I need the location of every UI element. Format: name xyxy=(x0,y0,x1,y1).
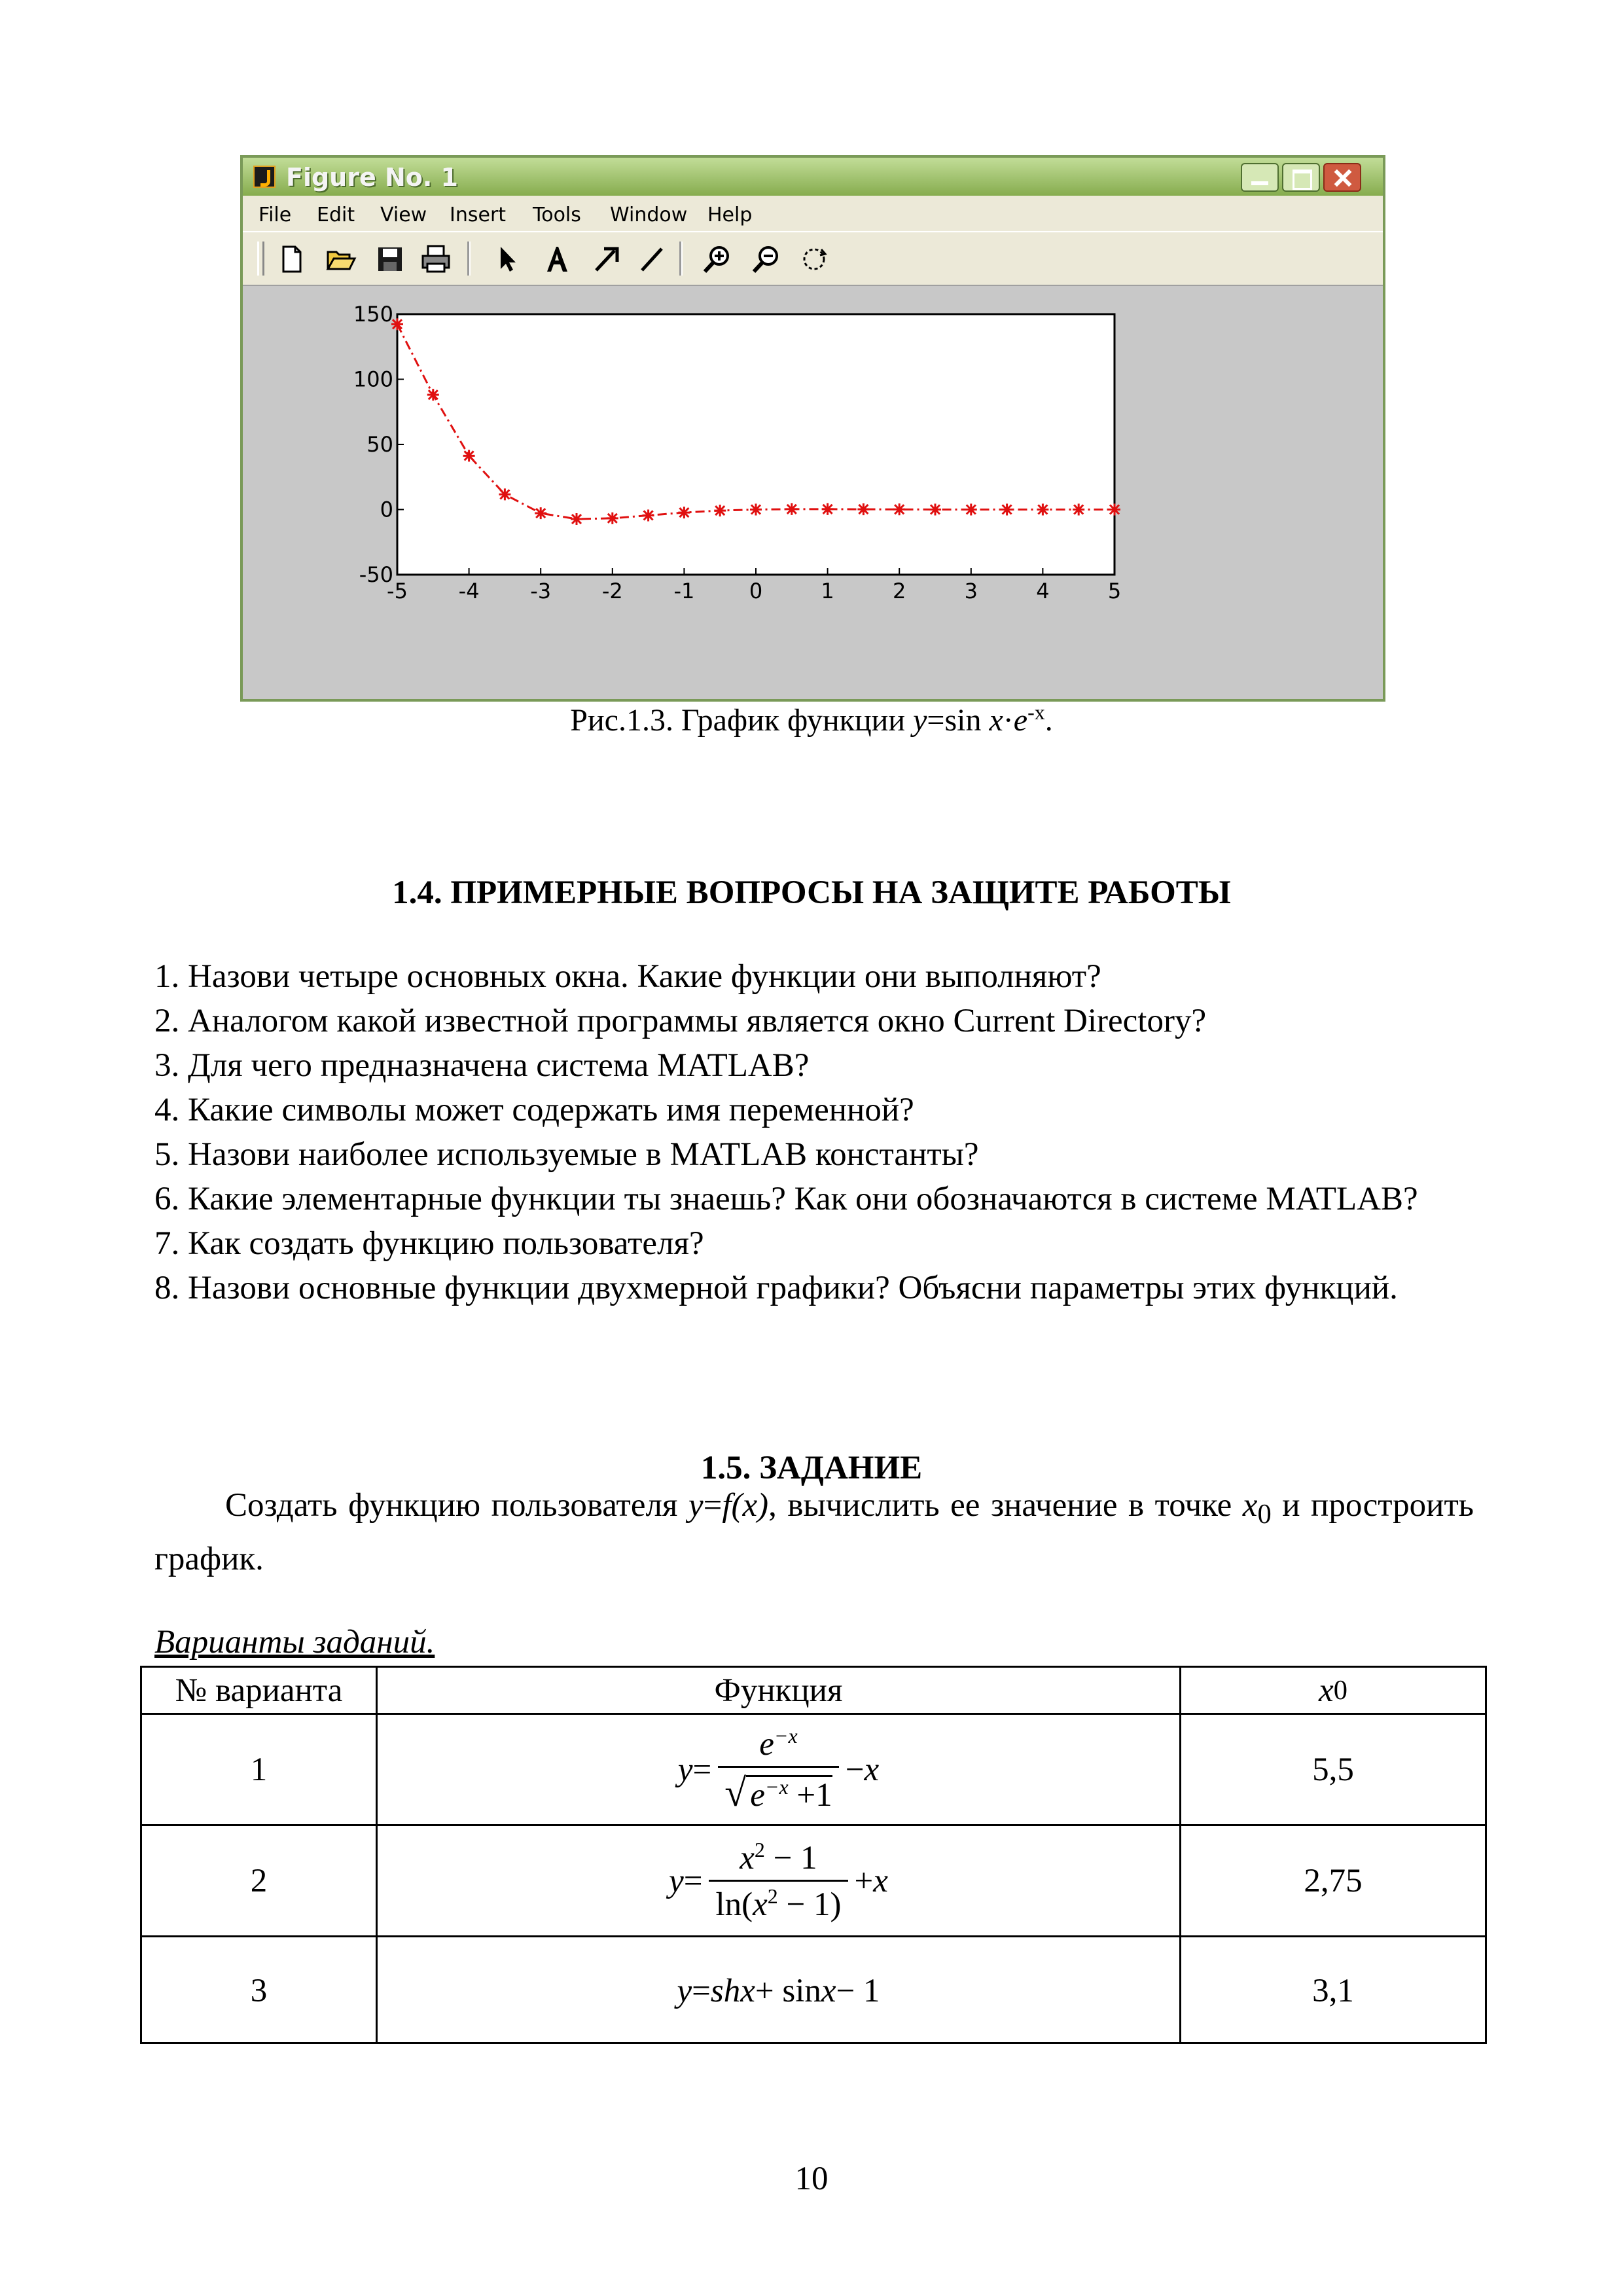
task-subscript: 0 xyxy=(1257,1499,1272,1530)
minimize-button[interactable] xyxy=(1241,163,1279,192)
zoom-in-icon[interactable] xyxy=(701,243,734,276)
sqrt-symbol: √ xyxy=(724,1770,747,1814)
caption-prefix: Рис.1.3. График функции xyxy=(570,703,914,738)
menu-bar xyxy=(243,196,1383,231)
f3-sh: shx xyxy=(710,1972,755,2009)
section-heading-questions: 1.4. ПРИМЕРНЫЕ ВОПРОСЫ НА ЗАЩИТЕ РАБОТЫ xyxy=(392,874,1231,911)
header-x0 xyxy=(1181,1668,1485,1713)
f1-den-e: e xyxy=(750,1776,765,1814)
f2-den-tail: − 1) xyxy=(777,1886,842,1923)
y-tick-label: 150 xyxy=(353,302,393,327)
variants-label: Варианты заданий. xyxy=(154,1624,435,1660)
maximize-button[interactable] xyxy=(1282,163,1320,192)
new-file-icon[interactable] xyxy=(276,243,308,276)
data-point-marker xyxy=(427,389,439,401)
row-num: 3 xyxy=(142,1937,378,2044)
section-heading-task: 1.5. ЗАДАНИЕ xyxy=(700,1450,923,1486)
task-paragraph xyxy=(154,1483,1474,1581)
print-icon[interactable] xyxy=(419,243,452,276)
zoom-out-icon[interactable] xyxy=(750,243,783,276)
f2-fraction xyxy=(709,1838,847,1924)
task-text: , вычислить ее значение в точке xyxy=(768,1487,1243,1524)
menu-window[interactable]: Window xyxy=(610,204,688,226)
data-point-marker xyxy=(822,503,834,515)
x-tick-label: -3 xyxy=(530,579,552,603)
f2-den-x: x xyxy=(753,1886,768,1923)
f2-y: y xyxy=(669,1862,684,1899)
question-item: 3. Для чего предназначена система MATLAB? xyxy=(154,1047,810,1084)
x-tick-label: 1 xyxy=(821,579,834,603)
f2-den-ln: ln( xyxy=(715,1886,753,1923)
x-tick-label: 3 xyxy=(964,579,978,603)
data-point-marker xyxy=(499,488,510,500)
caption-e: e xyxy=(1013,703,1028,738)
x-tick-label: 2 xyxy=(893,579,906,603)
menu-view[interactable]: View xyxy=(380,204,427,226)
y-tick-label: -50 xyxy=(359,562,393,587)
question-item: 1. Назови четыре основных окна. Какие функции они выполняют? xyxy=(154,958,1101,995)
menu-file[interactable]: File xyxy=(259,204,292,226)
question-item: 5. Назови наиболее используемые в MATLAB константы? xyxy=(154,1136,979,1173)
row-x0: 5,5 xyxy=(1312,1751,1354,1788)
data-point-marker xyxy=(643,509,654,521)
data-point-marker xyxy=(678,507,690,518)
f1-minus: − xyxy=(845,1751,865,1788)
data-point-marker xyxy=(750,504,762,516)
data-point-marker xyxy=(857,503,869,515)
row-num: 2 xyxy=(142,1826,378,1935)
f3-plus-sin: + sin xyxy=(755,1972,821,2009)
question-item: 8. Назови основные функции двухмерной графики? Объясни параметры этих функций. xyxy=(154,1270,1398,1306)
data-point-marker xyxy=(929,504,941,516)
table-row xyxy=(142,1715,1485,1826)
row-function xyxy=(378,1715,1181,1824)
f1-eq: = xyxy=(692,1751,712,1788)
question-item: 6. Какие элементарные функции ты знаешь? Как они обозначаются в системе MATLAB? xyxy=(154,1181,1418,1217)
plot-area xyxy=(243,283,1383,699)
data-point-marker xyxy=(965,504,977,516)
data-point-marker xyxy=(571,513,582,525)
task-var-y: y xyxy=(688,1487,704,1524)
line-insert-icon[interactable] xyxy=(635,243,668,276)
caption-period: . xyxy=(1044,703,1053,738)
row-x0: 2,75 xyxy=(1304,1862,1363,1899)
variants-table xyxy=(140,1666,1487,2044)
figure-caption xyxy=(0,700,1623,738)
caption-var-y: y xyxy=(913,703,927,738)
toolbar xyxy=(243,231,1383,286)
data-point-marker xyxy=(1073,504,1084,516)
f1-num-exp: −x xyxy=(774,1723,798,1748)
task-var-f: f xyxy=(722,1487,732,1524)
data-point-marker xyxy=(1001,504,1013,516)
data-point-marker xyxy=(714,505,726,516)
toolbar-separator xyxy=(679,242,683,276)
menu-tools[interactable]: Tools xyxy=(533,204,581,226)
caption-exponent: -x xyxy=(1027,700,1045,724)
save-icon[interactable] xyxy=(374,243,406,276)
row-function xyxy=(378,1937,1181,2044)
figure-window xyxy=(240,155,1385,702)
x-tick-label: -4 xyxy=(458,579,480,603)
window-titlebar[interactable] xyxy=(243,158,1383,196)
table-row xyxy=(142,1937,1485,2044)
task-var-x: (x) xyxy=(731,1487,769,1524)
row-function xyxy=(378,1826,1181,1935)
f2-num-x: x xyxy=(740,1840,755,1876)
f1-den-tail: +1 xyxy=(788,1776,832,1814)
f3-x: x xyxy=(821,1972,836,2009)
questions-list xyxy=(154,954,1474,1310)
task-equals: = xyxy=(703,1487,722,1524)
question-item: 7. Как создать функцию пользователя? xyxy=(154,1225,704,1262)
data-point-marker xyxy=(893,503,905,515)
arrow-insert-icon[interactable] xyxy=(590,243,622,276)
header-func: Функция xyxy=(378,1668,1181,1713)
header-x0-sub: 0 xyxy=(1333,1675,1347,1706)
x-tick-label: -2 xyxy=(601,579,623,603)
x-tick-label: 5 xyxy=(1107,579,1122,603)
data-point-marker xyxy=(1109,504,1120,516)
header-num: № варианта xyxy=(142,1668,378,1713)
question-item: 2. Аналогом какой известной программы является окно Current Directory? xyxy=(154,1003,1207,1039)
y-tick-label: 0 xyxy=(380,497,393,522)
rotate-icon[interactable] xyxy=(798,243,830,276)
close-button[interactable] xyxy=(1323,163,1361,192)
f1-x: x xyxy=(864,1751,880,1788)
matlab-logo-icon xyxy=(253,166,276,188)
f2-num-sq: 2 xyxy=(754,1838,765,1861)
f2-plus: + xyxy=(854,1862,874,1899)
f2-num-tail: − 1 xyxy=(764,1840,817,1876)
x-tick-label: 4 xyxy=(1036,579,1050,603)
axes-box xyxy=(397,314,1115,575)
menu-edit[interactable]: Edit xyxy=(317,204,355,226)
table-header-row xyxy=(142,1668,1485,1715)
f2-den-sq: 2 xyxy=(767,1884,778,1908)
caption-equals-sin: =sin xyxy=(927,703,990,738)
text-insert-icon[interactable] xyxy=(541,243,573,276)
task-text: Создать функцию пользователя xyxy=(225,1487,688,1524)
menu-insert[interactable]: Insert xyxy=(450,204,507,226)
open-folder-icon[interactable] xyxy=(325,243,357,276)
task-text: и простроить график. xyxy=(154,1487,1474,1578)
f3-y: y xyxy=(677,1972,692,2009)
f2-eq: = xyxy=(683,1862,703,1899)
menu-help[interactable]: Help xyxy=(707,204,753,226)
y-tick-label: 50 xyxy=(366,432,393,457)
f1-num-e: e xyxy=(759,1725,774,1763)
f1-den-exp: −x xyxy=(764,1774,789,1799)
page-number: 10 xyxy=(794,2161,829,2197)
x-tick-label: 0 xyxy=(749,579,763,603)
data-point-marker xyxy=(391,318,403,330)
caption-dot: · xyxy=(1003,703,1014,738)
header-x0-var: x xyxy=(1319,1672,1334,1709)
data-point-marker xyxy=(607,512,618,524)
question-item: 4. Какие символы может содержать имя переменной? xyxy=(154,1092,914,1128)
table-row xyxy=(142,1826,1485,1937)
f1-y: y xyxy=(677,1751,693,1788)
data-point-marker xyxy=(535,507,546,519)
f3-eq: = xyxy=(692,1972,711,2009)
x-tick-label: -5 xyxy=(387,579,408,603)
data-point-marker xyxy=(786,503,798,515)
f2-x: x xyxy=(873,1862,888,1899)
window-title: Figure No. 1 xyxy=(286,163,458,192)
caption-var-x: x xyxy=(989,703,1003,738)
arrow-select-icon[interactable] xyxy=(491,243,524,276)
y-tick-label: 100 xyxy=(353,367,393,392)
task-var-x0: x xyxy=(1242,1487,1258,1524)
data-point-marker xyxy=(1037,504,1048,516)
data-point-marker xyxy=(463,450,475,461)
f3-tail: − 1 xyxy=(836,1972,880,2009)
toolbar-grip[interactable] xyxy=(257,242,264,276)
f1-fraction xyxy=(718,1724,838,1816)
row-num: 1 xyxy=(142,1715,378,1824)
toolbar-separator xyxy=(467,242,471,276)
row-x0: 3,1 xyxy=(1312,1972,1354,2009)
x-tick-label: -1 xyxy=(673,579,695,603)
